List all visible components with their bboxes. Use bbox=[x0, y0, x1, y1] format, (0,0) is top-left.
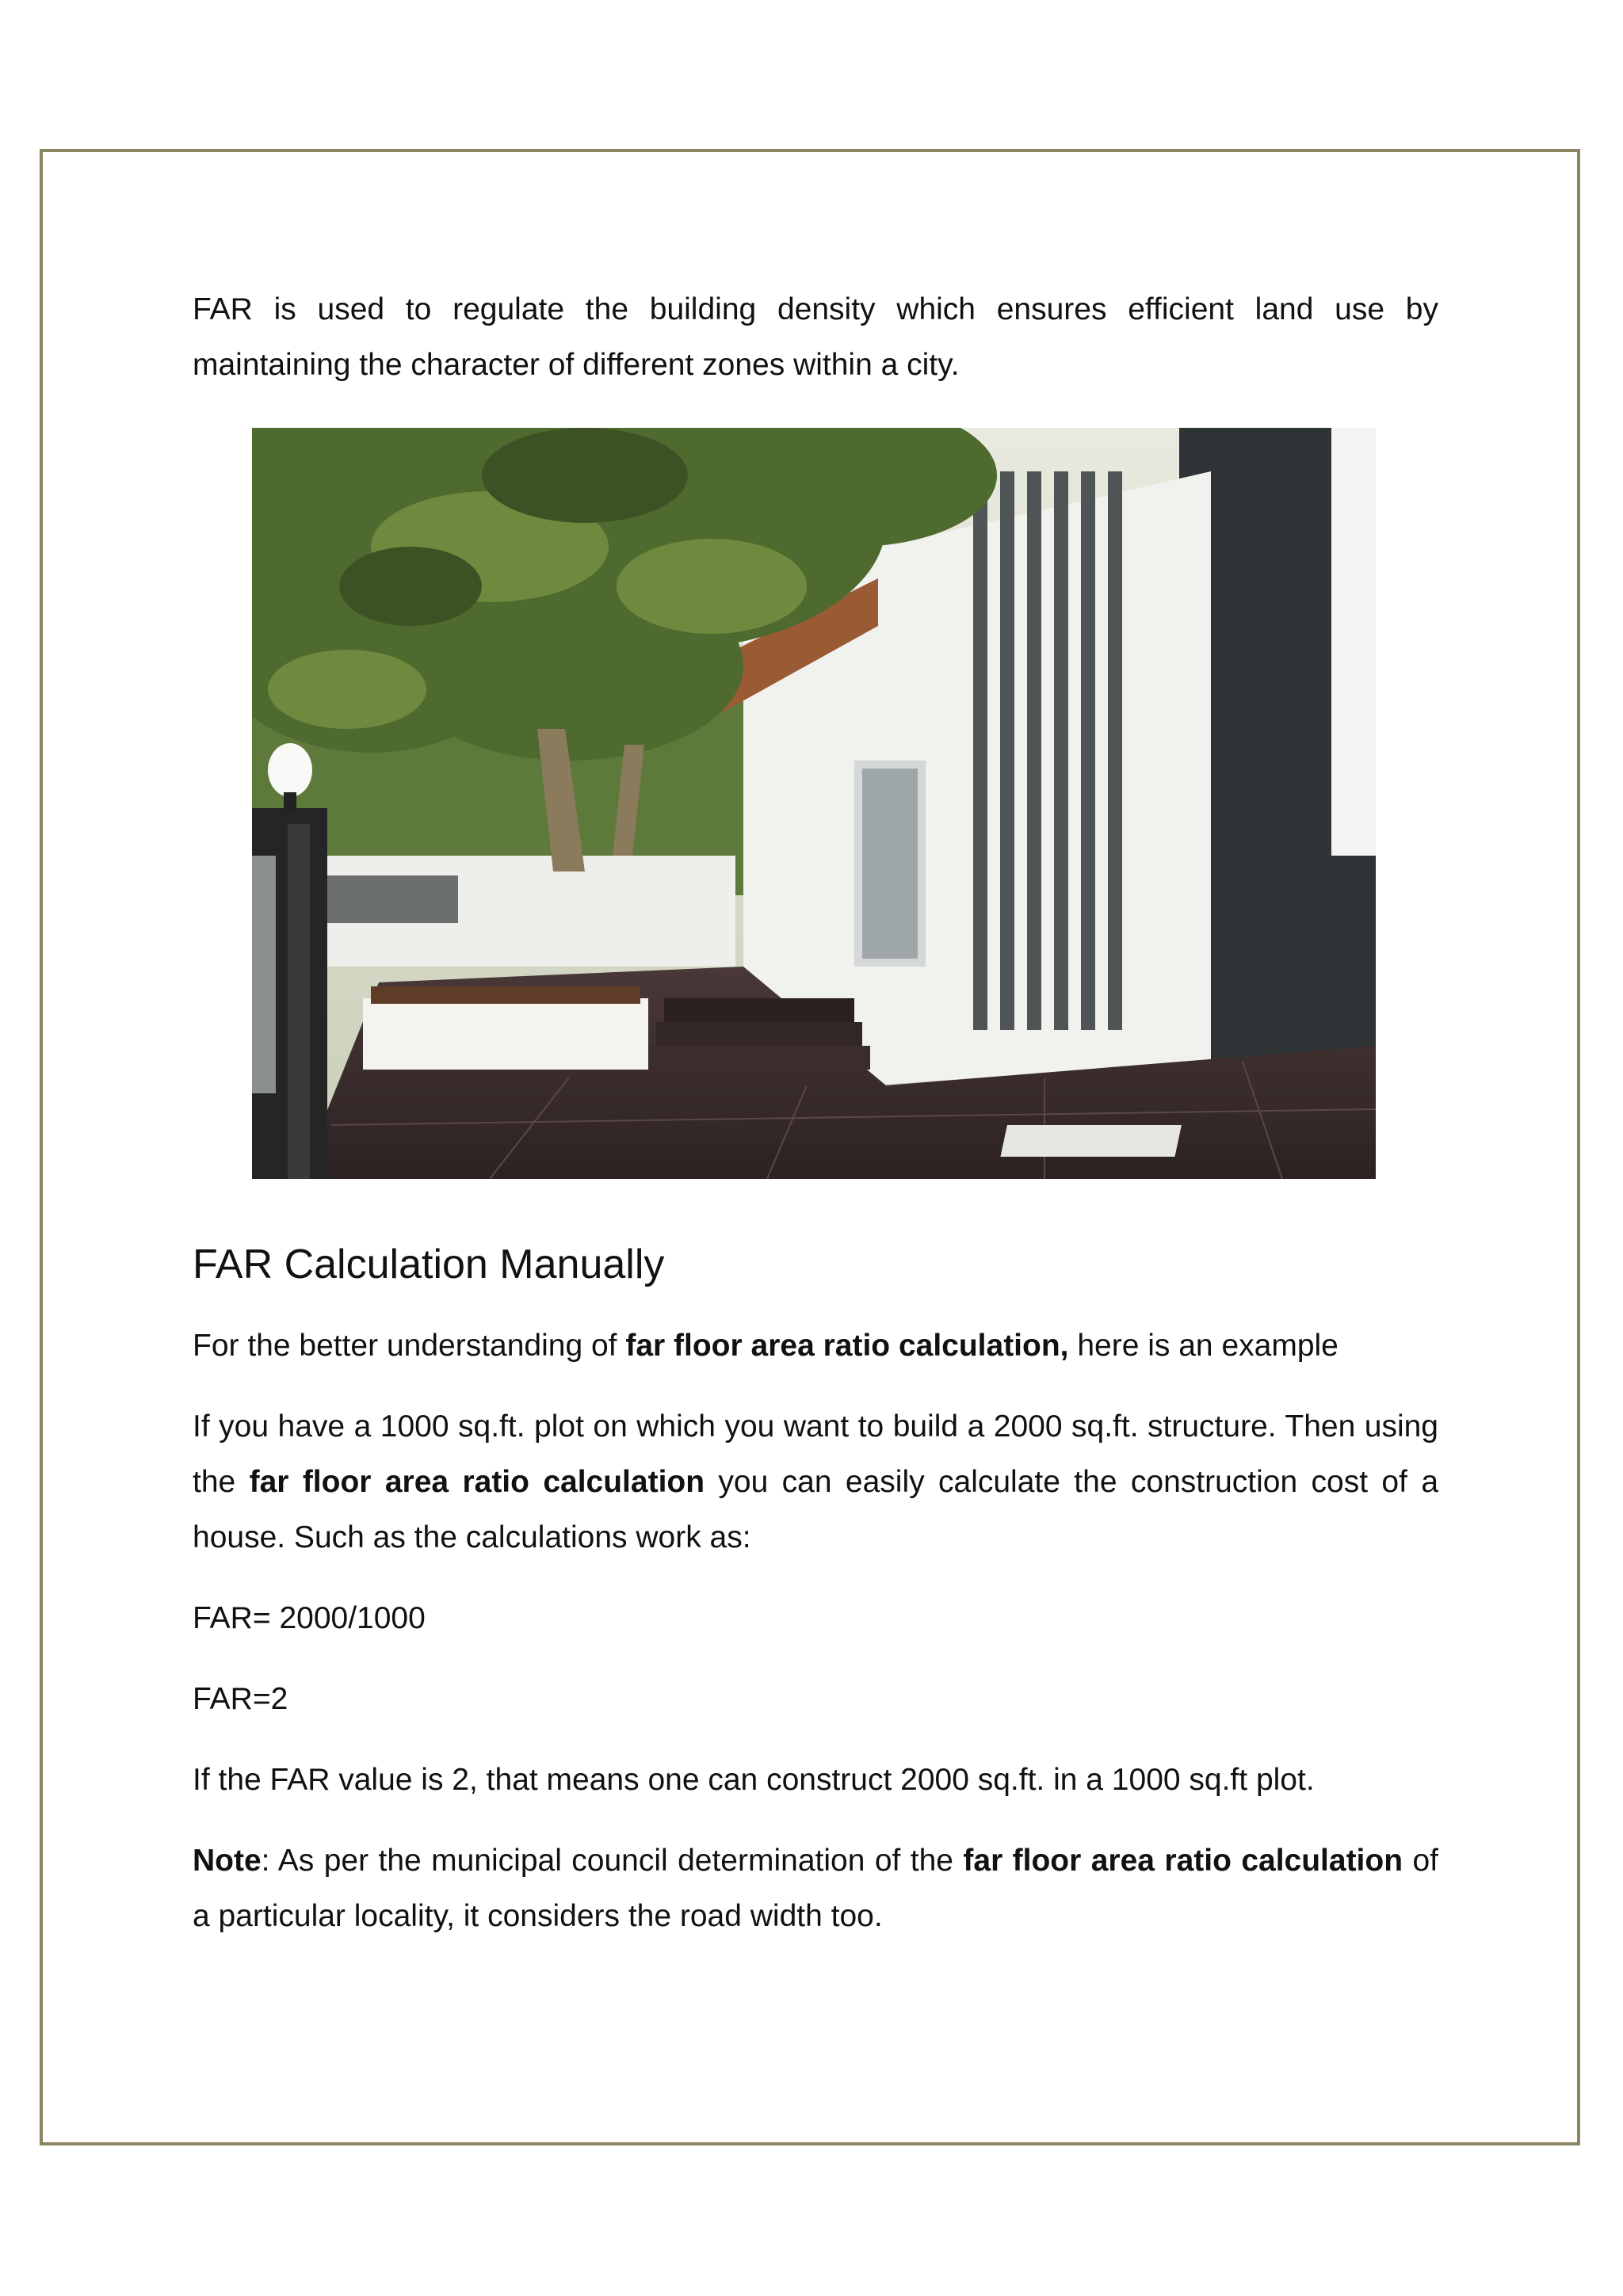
body-block bbox=[193, 1318, 1438, 1970]
note-bold: far floor area ratio calculation bbox=[963, 1844, 1403, 1878]
result-paragraph: If the FAR value is 2, that means one can construct 2000 sq.ft. in a 1000 sq.ft plot. bbox=[193, 1763, 1315, 1797]
example-intro-paragraph bbox=[193, 1318, 1438, 1374]
example-intro-bold: far floor area ratio calculation, bbox=[625, 1329, 1069, 1363]
example-text: If you have a 1000 sq.ft. plot on which you want to build a 2000 sq.ft. structure. Then using the bbox=[193, 1409, 1438, 1499]
note-tail: of a particular locality, it considers the road width too. bbox=[193, 1844, 1438, 1933]
formula-line-2: FAR=2 bbox=[193, 1682, 288, 1716]
note-label: Note bbox=[193, 1844, 262, 1878]
formula-line-1: FAR= 2000/1000 bbox=[193, 1601, 426, 1635]
intro-block bbox=[193, 282, 1438, 393]
intro-paragraph: FAR is used to regulate the building density which ensures efficient land use by maintaining the character of different zones within a city. bbox=[193, 292, 1438, 382]
photo-illustration bbox=[252, 428, 1376, 1179]
example-tail: you can easily calculate the construction cost of a house. Such as the calculations work as: bbox=[193, 1465, 1439, 1554]
example-paragraph bbox=[193, 1399, 1438, 1566]
example-intro-tail: here is an example bbox=[1068, 1329, 1338, 1363]
example-intro-text: For the better understanding of bbox=[193, 1329, 626, 1363]
example-bold: far floor area ratio calculation bbox=[249, 1465, 705, 1499]
note-text: : As per the municipal council determination of the bbox=[261, 1844, 964, 1878]
house-courtyard-photo bbox=[252, 428, 1376, 1179]
section-heading: FAR Calculation Manually bbox=[193, 1241, 665, 1287]
note-paragraph bbox=[193, 1833, 1438, 1944]
